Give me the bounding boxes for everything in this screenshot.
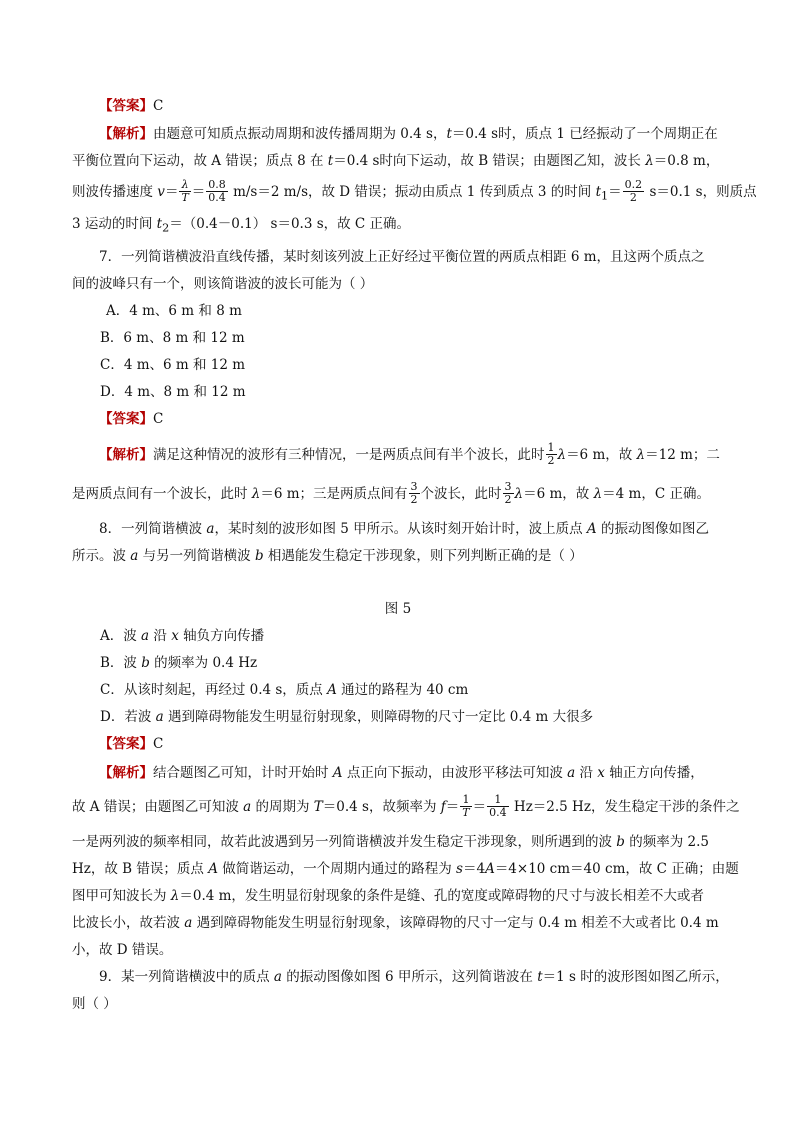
q8-stem-line-2: 所示。波 a 与另一列简谐横波 b 相遇能发生稳定干涉现象，则下列判断正确的是（ ） [72, 548, 583, 565]
q9-stem-line-2: 则（ ） [72, 996, 117, 1013]
analysis-tag: 【解析】 [99, 126, 153, 142]
q6-analysis-line-2: 平衡位置向下运动，故 A 错误；质点 8 在 t＝0.4 s时向下运动，故 B 错误；由题图乙知，波长 λ＝0.8 m， [72, 153, 720, 169]
answer-tag: 【答案】 [99, 98, 153, 114]
answer-tag: 【答案】 [99, 736, 153, 753]
q8-option-a: A．波 a 沿 x 轴负方向传播 [100, 628, 265, 645]
document-page [72, 88, 757, 1014]
q6-analysis-line-1: 【解析】由题意可知质点振动周期和波传播周期为 0.4 s，t＝0.4 s时，质点 1 已经振动了一个周期正在 [99, 126, 718, 142]
q8-answer-line: 【答案】C [99, 736, 164, 753]
q9-stem-line-1: 9．某一列简谐横波中的质点 a 的振动图像如图 6 甲所示，这列简谐波在 t＝1 s 时的波形图如图乙所示， [99, 969, 729, 986]
q8-option-d: D．若波 a 遇到障碍物能发生明显衍射现象，则障碍物的尺寸一定比 0.4 m 大很多 [100, 709, 594, 726]
figure-caption: 图 5 [384, 601, 412, 618]
q8-stem-line-1: 8．一列简谐横波 a，某时刻的波形如图 5 甲所示。从该时刻开始计时，波上质点 A 的振动图像如图乙 [99, 521, 709, 538]
q8-analysis-line-3: 一是两列波的频率相同，故若此波遇到另一列简谐横波并发生稳定干涉现象，则所遇到的波 b 的频率为 2.5 [72, 834, 710, 851]
q8-analysis-line-2: 故 A 错误；由题图乙可知波 a 的周期为 T＝0.4 s，故频率为 f＝ $\frac{1}{T}$ ＝ $\frac{1}{0.4}$ Hz＝2.5 Hz，发生稳定干涉的条件之 [72, 793, 740, 820]
q7-option-a: A．4 m、6 m 和 8 m [106, 303, 242, 320]
q8-option-c: C．从该时刻起，再经过 0.4 s，质点 A 通过的路程为 40 cm [100, 682, 469, 699]
q8-analysis-line-1: 【解析】结合题图乙可知，计时开始时 A 点正向下振动，由波形平移法可知波 a 沿 x 轴正方向传播， [99, 765, 704, 782]
q7-answer-line: 【答案】C [99, 411, 164, 428]
answer-tag: 【答案】 [99, 411, 153, 428]
q8-analysis-line-4: Hz，故 B 错误；质点 A 做简谐运动，一个周期内通过的路程为 s＝4A＝4×10 cm＝40 cm，故 C 正确；由题 [72, 861, 739, 878]
q7-analysis-line-1: 【解析】满足这种情况的波形有三种情况，一是两质点间有半个波长，此时 $\frac{1}{2}$ λ＝6 m，故 λ＝12 m；二 [99, 441, 720, 468]
q7-analysis-line-2: 是两质点间有一个波长，此时 λ＝6 m；三是两质点间有 $\frac{3}{2}$ 个波长，此时 $\frac{3}{2}$ λ＝6 m，故 λ＝4 m，C 正确。 [72, 480, 710, 507]
q7-stem-line-2: 间的波峰只有一个，则该简谐波的波长可能为（ ） [72, 276, 374, 293]
analysis-tag: 【解析】 [99, 447, 153, 464]
fraction: $\frac{0.2}{2}$ [624, 178, 643, 204]
q7-option-c: C．4 m、6 m 和 12 m [100, 357, 246, 374]
q6-analysis-line-4: 3 运动的时间 $t_2=(0.4-0.1)$ s＝0.3 s，故 C 正确。 [72, 215, 411, 235]
fraction: $\frac{1}{0.4}$ [489, 793, 507, 820]
q6-answer-line [72, 96, 724, 116]
fraction: $\frac{3}{2}$ [410, 480, 418, 507]
q8-analysis-line-5: 图甲可知波长为 λ＝0.4 m，发生明显衍射现象的条件是缝、孔的宽度或障碍物的尺寸与波长相差不大或者 [72, 888, 704, 905]
fraction: $\frac{3}{2}$ [504, 480, 512, 507]
fraction: $\frac{1}{T}$ [462, 793, 470, 820]
q7-option-d: D．4 m、8 m 和 12 m [100, 384, 246, 401]
q6-analysis-line-3: 则波传播速度 v＝ $\frac{\lambda}{T}$ ＝ $\frac{0.8}{0.4}$ m/s＝2 m/s，故 D 错误；振动由质点 1 传到质点 3 的时间 $t_1=$ $\frac{0.2}{2}$ s＝0.1 s，则质点 [72, 178, 757, 204]
fraction: $\frac{1}{2}$ [547, 441, 555, 468]
q6-answer: C [153, 98, 164, 114]
q7-stem-line-1: 7．一列简谐横波沿直线传播，某时刻该列波上正好经过平衡位置的两质点相距 6 m，且这两个质点之 [99, 249, 705, 266]
q8-analysis-line-6: 比波长小，故若波 a 遇到障碍物能发生明显衍射现象，该障碍物的尺寸一定与 0.4 m 相差不大或者比 0.4 m [72, 915, 719, 932]
analysis-tag: 【解析】 [99, 765, 153, 782]
q7-option-b: B．6 m、8 m 和 12 m [100, 330, 245, 347]
q8-analysis-line-7: 小，故 D 错误。 [72, 942, 173, 959]
q8-option-b: B．波 b 的频率为 0.4 Hz [100, 655, 258, 672]
fraction: $\frac{\lambda}{T}$ [181, 178, 189, 204]
fraction: $\frac{0.8}{0.4}$ [208, 178, 226, 204]
